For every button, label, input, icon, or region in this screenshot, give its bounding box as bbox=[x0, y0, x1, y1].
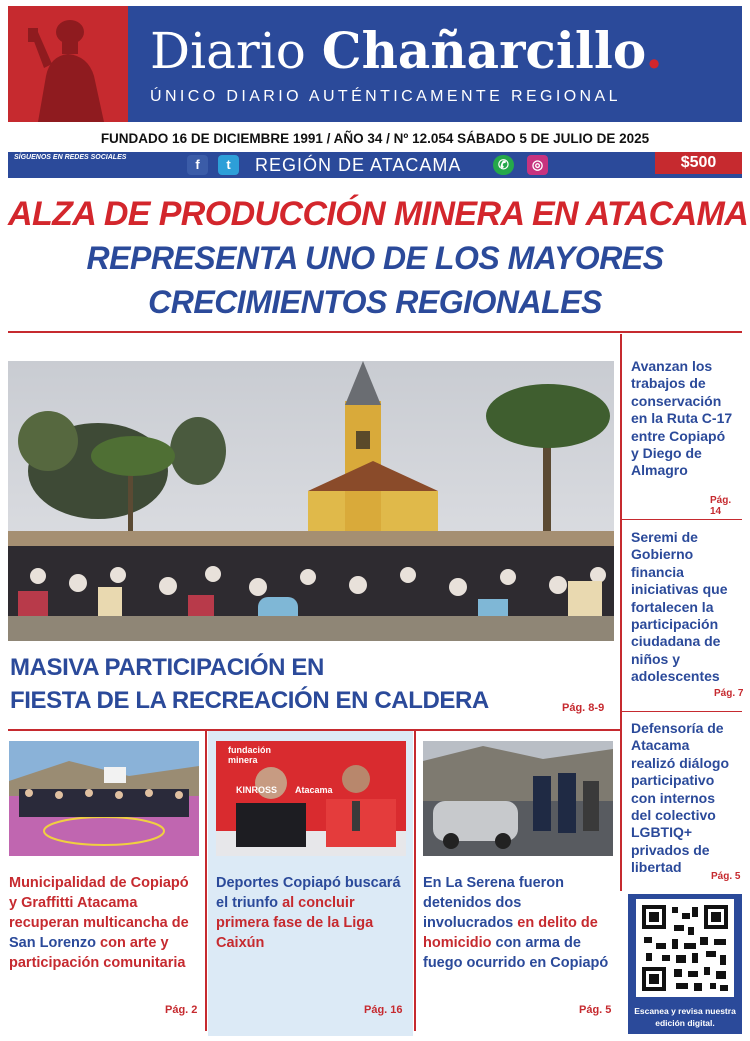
multicancha-photo[interactable] bbox=[9, 741, 199, 856]
main-story-title-line1: MASIVA PARTICIPACIÓN EN bbox=[10, 654, 324, 681]
sidebar-story-2-page: Pág. 7 bbox=[714, 688, 744, 699]
facebook-icon[interactable]: f bbox=[187, 155, 208, 175]
statue-logo-icon bbox=[8, 6, 128, 122]
bottom-story-3[interactable] bbox=[423, 873, 613, 973]
headline-line3[interactable]: CRECIMIENTOS REGIONALES bbox=[148, 284, 602, 320]
region-label: REGIÓN DE ATACAMA bbox=[255, 155, 462, 175]
bottom-story-3-after: con arma de fuego ocurrido en Copiapó bbox=[423, 935, 609, 971]
sidebar-story-3[interactable]: Defensoría de Atacama realizó diálogo participativo con internos del colectivo LGBTIQ+ privados de libertad bbox=[631, 720, 730, 876]
title-light: Diario bbox=[150, 22, 322, 80]
column-divider bbox=[414, 731, 416, 1031]
bottom-story-3-page: Pág. 5 bbox=[579, 1004, 612, 1016]
main-story-page: Pág. 8-9 bbox=[562, 702, 605, 714]
sidebar-story-3-page: Pág. 5 bbox=[711, 871, 741, 882]
bottom-story-3-highlight: en delito de homicidio bbox=[423, 915, 598, 951]
title-dot: . bbox=[645, 21, 663, 80]
sponsor-label-2: KINROSS bbox=[236, 785, 278, 795]
bottom-story-2-page: Pág. 16 bbox=[364, 1004, 403, 1016]
bottom-story-3-text: En La Serena fueron detenidos dos involucrados bbox=[423, 875, 565, 931]
price-badge: $500 bbox=[655, 152, 742, 174]
bottom-story-1-text: Municipalidad de Copiapó y Graffitti Atacama recuperan multicancha de bbox=[9, 875, 189, 931]
sidebar-story-1[interactable]: Avanzan los trabajos de conservación en la Ruta C-17 entre Copiapó y Diego de Almagro bbox=[631, 358, 733, 479]
social-label: SÍGUENOS EN REDES SOCIALES bbox=[14, 154, 127, 161]
bottom-story-1-after: con arte y participación comunitaria bbox=[9, 935, 186, 971]
column-divider bbox=[205, 731, 207, 1031]
title-bold: Chañarcillo bbox=[321, 21, 646, 80]
main-story-photo[interactable] bbox=[8, 361, 614, 641]
sidebar-story-1-page: Pág. 14 bbox=[710, 495, 732, 517]
newspaper-title[interactable] bbox=[150, 18, 740, 84]
sponsor-label-1: fundación minera bbox=[228, 745, 271, 765]
divider bbox=[8, 331, 742, 333]
headline-line1[interactable]: ALZA DE PRODUCCIÓN MINERA EN ATACAMA bbox=[8, 195, 749, 233]
sidebar-divider bbox=[620, 334, 622, 891]
bottom-story-2-highlight: al concluir primera fase de la Liga Caixún bbox=[216, 895, 374, 951]
headline-line2[interactable]: REPRESENTA UNO DE LOS MAYORES bbox=[86, 240, 664, 276]
divider bbox=[622, 519, 742, 520]
bottom-story-2-text: Deportes Copiapó buscará el triunfo bbox=[216, 875, 401, 911]
sidebar-story-2[interactable]: Seremi de Gobierno financia iniciativas que fortalecen la participación ciudadana de niños y adolescentes bbox=[631, 529, 728, 685]
whatsapp-icon[interactable]: ✆ bbox=[493, 155, 514, 175]
masthead-subtitle: ÚNICO DIARIO AUTÉNTICAMENTE REGIONAL bbox=[150, 88, 621, 105]
la-serena-photo[interactable] bbox=[423, 741, 613, 856]
bottom-story-2[interactable] bbox=[216, 873, 401, 963]
divider bbox=[622, 711, 742, 712]
qr-caption: Escanea y revisa nuestra edición digital. bbox=[634, 1006, 736, 1028]
main-story-title-line2: FIESTA DE LA RECREACIÓN EN CALDERA bbox=[10, 687, 489, 714]
dateline: FUNDADO 16 DE DICIEMBRE 1991 / AÑO 34 / Nº 12.054 SÁBADO 5 DE JULIO DE 2025 bbox=[100, 131, 650, 146]
bottom-story-1-highlight: San Lorenzo bbox=[9, 935, 97, 951]
bottom-story-1-page: Pág. 2 bbox=[165, 1004, 198, 1016]
main-story-title[interactable] bbox=[10, 651, 550, 721]
twitter-icon[interactable]: t bbox=[218, 155, 239, 175]
bottom-story-1[interactable] bbox=[9, 873, 189, 1013]
sponsor-label-3: Atacama bbox=[295, 785, 333, 795]
qr-code-icon[interactable] bbox=[636, 899, 734, 997]
instagram-icon[interactable]: ◎ bbox=[527, 155, 548, 175]
